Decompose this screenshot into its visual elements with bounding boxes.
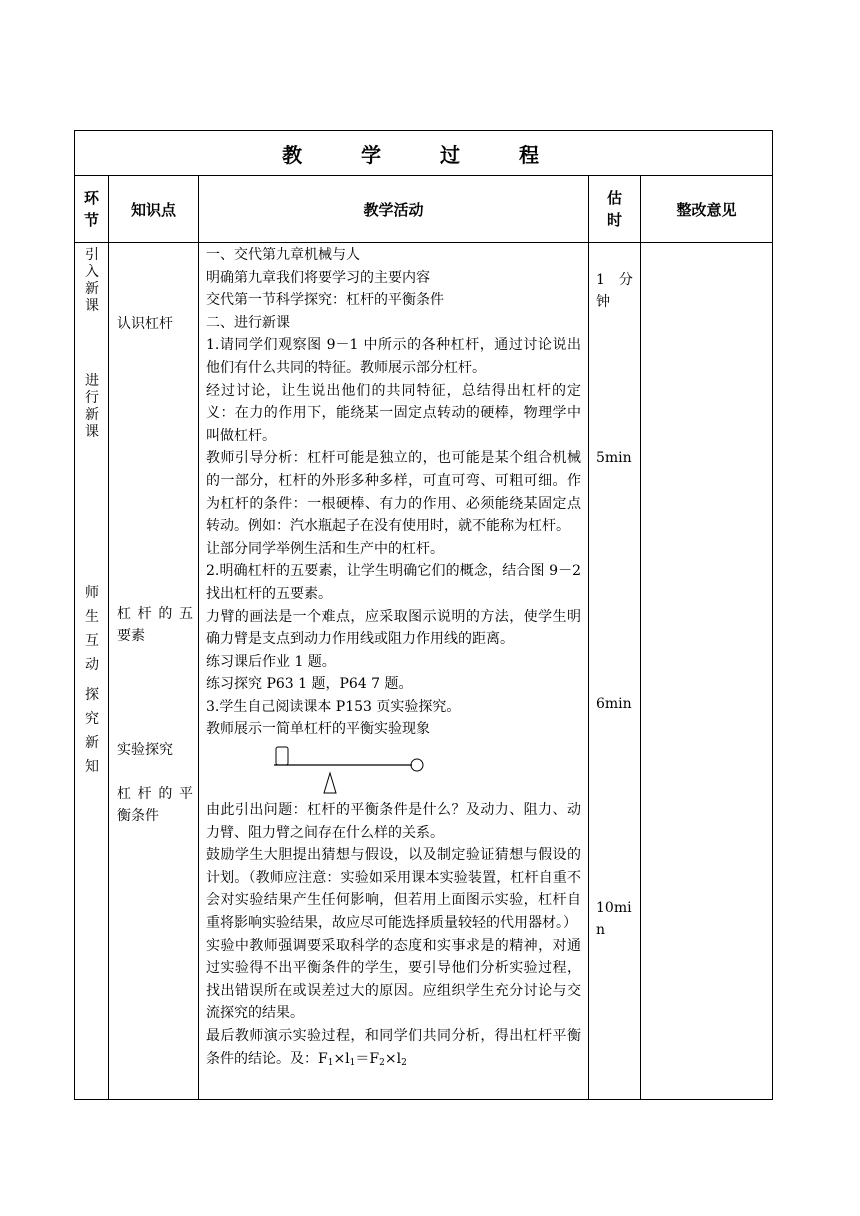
activity-line: 经过讨论，让生说出他们的共同特征，总结得出杠杆的定义：在力的作用下，能绕某一固定点转动的硬棒，物理学中叫做杠杆。 xyxy=(206,382,581,444)
header-knowledge: 知识点 xyxy=(109,176,199,243)
time-experiment: 10min xyxy=(596,900,632,938)
header-revision: 整改意见 xyxy=(641,176,773,243)
activity-column xyxy=(199,243,589,1100)
activity-line: 让部分同学举例生活和生产中的杠杆。 xyxy=(206,540,444,557)
kp-experiment: 实验探究 xyxy=(117,742,173,758)
time-new-lesson: 5min xyxy=(596,450,632,466)
lever-diagram xyxy=(206,741,581,799)
weight-block xyxy=(276,747,288,765)
header-stage: 环 节 xyxy=(75,176,109,243)
fulcrum-icon xyxy=(324,773,336,793)
activity-line: 练习课后作业 1 题。 xyxy=(206,653,336,670)
revision-column xyxy=(641,243,773,1100)
activity-line: 二、进行新课 xyxy=(206,314,290,331)
activity-line: 练习探究 P63 1 题，P64 7 题。 xyxy=(206,676,413,693)
activity-line: 明确第九章我们将要学习的主要内容 xyxy=(206,269,430,286)
ball-weight xyxy=(411,759,423,771)
lever-illustration xyxy=(268,745,428,799)
table-title: 教 学 过 程 xyxy=(75,131,773,176)
stage-interaction: 师 生 互 动 xyxy=(85,585,99,673)
activity-line: 力臂的画法是一个难点，应采取图示说明的方法，使学生明确力臂是支点到动力作用线或阻力作用线的距离。 xyxy=(206,608,581,648)
time-five-elements: 6min xyxy=(596,696,632,712)
activity-line: 鼓励学生大胆提出猜想与假设，以及制定验证猜想与假设的计划。（教师应注意：实验如采用课本实验装置，杠杆自重不会对实验结果产生任何影响，但若用上面图示实验，杠杆自重将影响实验结果，故应尽可能选择质量较轻的代用器材。） xyxy=(206,847,581,932)
activity-line: 教师展示一简单杠杆的平衡实验现象 xyxy=(206,721,430,738)
lesson-process-table xyxy=(74,130,773,1100)
activity-line: 教师引导分析：杠杆可能是独立的，也可能是某个组合机械的一部分，杠杆的外形多种多样，可直可弯、可粗可细。作为杠杆的条件：一根硬棒、有力的作用、必须能绕某固定点转动。例如：汽水瓶起子在没有使用时，就不能称为杠杆。 xyxy=(206,450,581,535)
activity-line: 3.学生自己阅读课本 P153 页实验探究。 xyxy=(206,698,461,715)
activity-line: 交代第一节科学探究：杠杆的平衡条件 xyxy=(206,292,444,309)
activity-line: 最后教师演示实验过程，和同学们共同分析，得出杠杆平衡条件的结论。及：$F_1\times l_1=F_2\times l_2$ xyxy=(206,1028,581,1068)
kp-five-elements: 杠 杆 的 五 要素 xyxy=(117,606,193,644)
activity-line: 由此引出问题：杠杆的平衡条件是什么？及动力、阻力、动力臂、阻力臂之间存在什么样的关系。 xyxy=(206,802,581,841)
activity-line: 2.明确杠杆的五要素，让学生明确它们的概念，结合图 9－2 找出杠杆的五要素。 xyxy=(206,563,581,602)
header-activity: 教学活动 xyxy=(199,176,589,243)
time-column xyxy=(589,243,641,1100)
activity-line: 一、交代第九章机械与人 xyxy=(206,247,360,263)
knowledge-column xyxy=(109,243,199,1100)
activity-line: 1.请同学们观察图 9－1 中所示的各种杠杆，通过讨论说出他们有什么共同的特征。教师展示部分杠杆。 xyxy=(206,337,581,376)
balance-formula: $F_1\times l_1=F_2\times l_2$ xyxy=(318,1050,407,1068)
header-time: 估 时 xyxy=(589,176,641,243)
stage-new-lesson: 进 行 新 课 xyxy=(85,373,99,440)
activity-line: 实验中教师强调要采取科学的态度和实事求是的精神，对通过实验得不出平衡条件的学生，要引导他们分析实验过程，找出错误所在或误差过大的原因。应组织学生充分讨论与交流探究的结果。 xyxy=(206,937,581,1022)
kp-recognize-lever: 认识杠杆 xyxy=(117,316,173,332)
time-intro: 1 分钟 xyxy=(596,272,633,310)
kp-balance-condition: 杠 杆 的 平 衡条件 xyxy=(117,786,193,824)
stage-column xyxy=(75,243,109,1100)
stage-explore: 探 究 新 知 xyxy=(85,687,99,775)
activity-text xyxy=(206,244,581,1074)
stage-intro: 引 入 新 课 xyxy=(85,247,99,314)
